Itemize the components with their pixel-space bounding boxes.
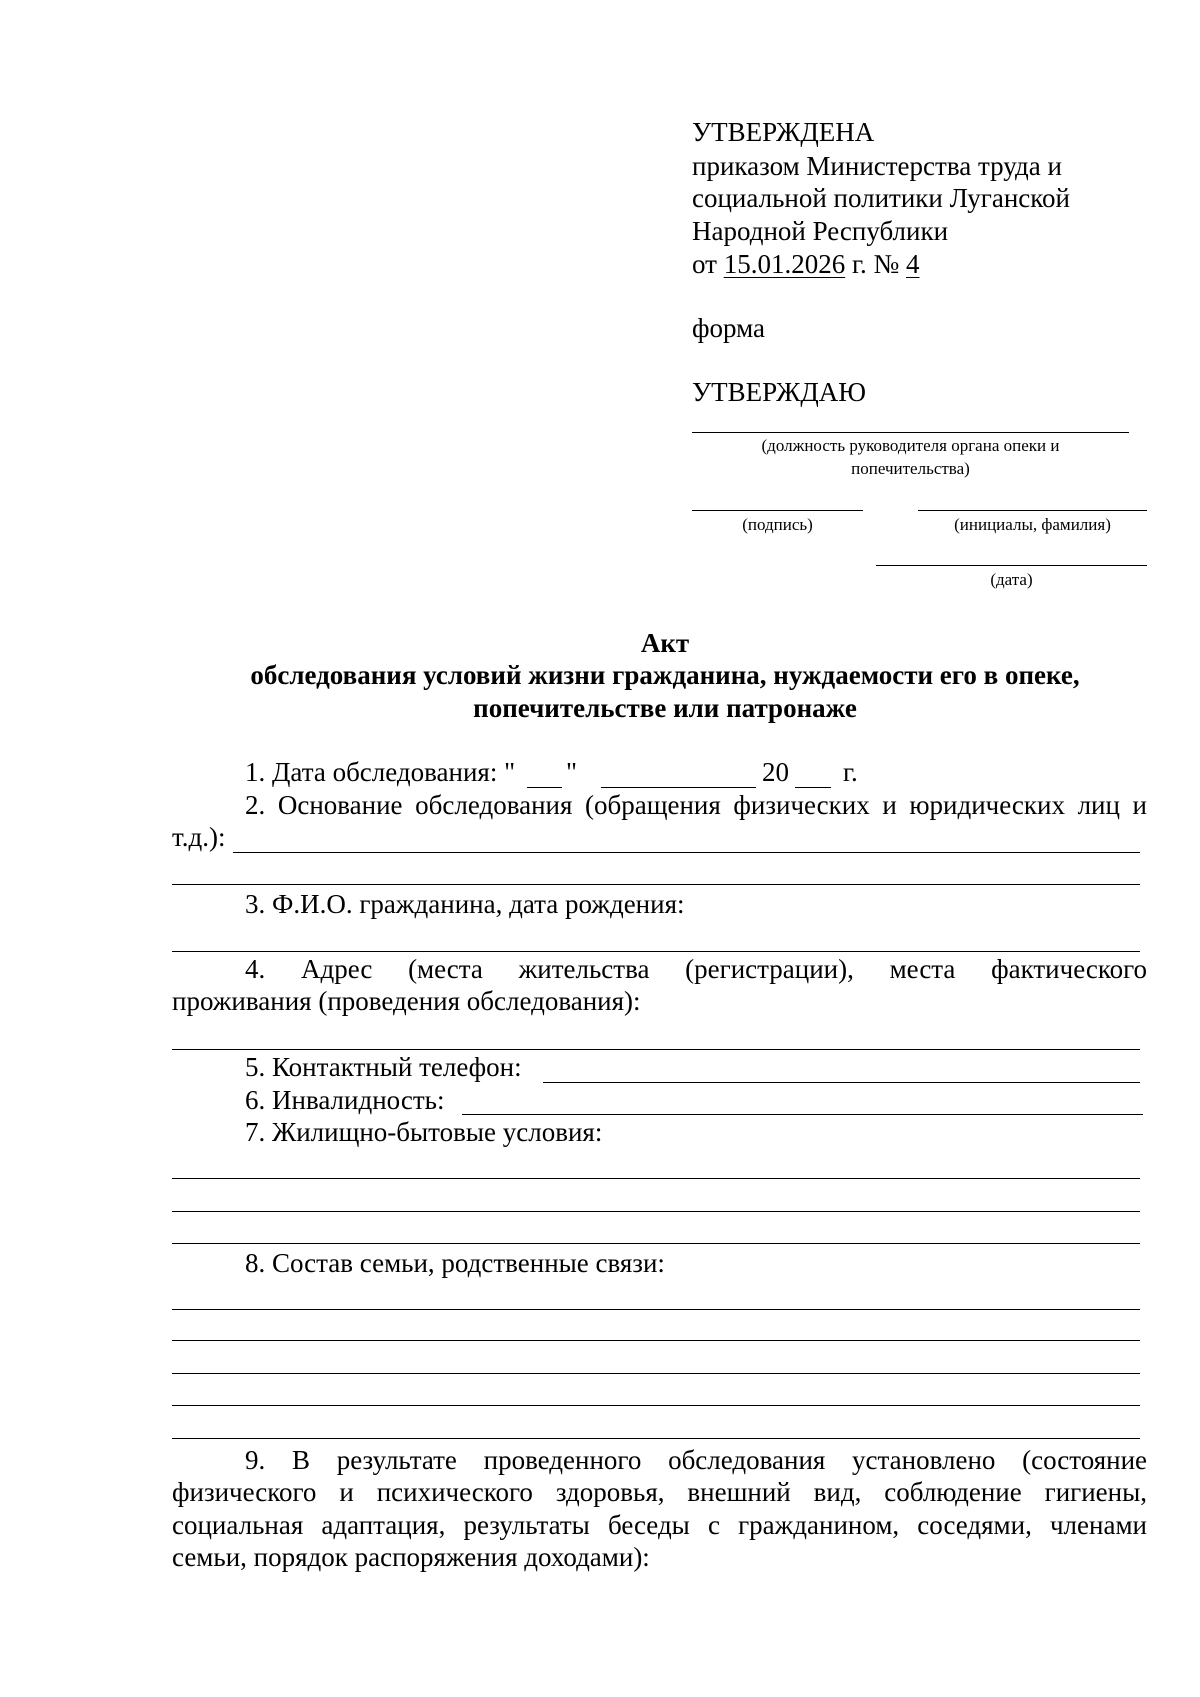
item-9-line-2: физического и психического здоровья, внешний вид, соблюдение гигиены,	[172, 1477, 1147, 1507]
item-7-field-2[interactable]	[172, 1211, 1140, 1212]
phone-field[interactable]	[543, 1082, 1140, 1083]
approve-title: УТВЕРЖДАЮ	[692, 377, 867, 407]
year-field[interactable]	[795, 787, 831, 788]
signature-caption: (подпись)	[742, 515, 813, 534]
item-3: 3. Ф.И.О. гражданина, дата рождения:	[245, 889, 685, 919]
approval-number: 4	[906, 249, 920, 279]
item-2-field-2[interactable]	[172, 884, 1140, 885]
date-line	[876, 565, 1147, 566]
disability-field[interactable]	[462, 1114, 1143, 1115]
name-caption: (инициалы, фамилия)	[954, 515, 1111, 534]
position-caption-1: (должность руководителя органа опеки и	[761, 436, 1060, 455]
name-line	[918, 510, 1147, 511]
item-5: 5. Контактный телефон:	[245, 1052, 522, 1082]
item-1-year: 20	[762, 757, 789, 787]
item-6: 6. Инвалидность:	[245, 1085, 445, 1115]
month-field[interactable]	[601, 787, 756, 788]
approval-title: УТВЕРЖДЕНА	[692, 117, 875, 147]
day-field[interactable]	[527, 787, 562, 788]
item-7-field-3[interactable]	[172, 1243, 1140, 1244]
approval-date-line	[692, 248, 920, 280]
signature-line	[692, 510, 863, 511]
item-4-line-1: 4. Адрес (места жительства (регистрации), места фактического	[245, 954, 1147, 984]
item-9-line-1: 9. В результате проведенного обследования установлено (состояние	[245, 1445, 1147, 1475]
approval-date: 15.01.2026	[723, 249, 846, 279]
approval-line-2: социальной политики Луганской	[692, 183, 1070, 213]
date-caption: (дата)	[990, 570, 1033, 589]
item-8-field-4[interactable]	[172, 1405, 1140, 1406]
form-label: форма	[692, 313, 765, 343]
item-4-field[interactable]	[172, 1049, 1140, 1050]
date-suffix: г. №	[851, 249, 900, 279]
approval-line-3: Народной Республики	[692, 216, 949, 246]
approval-line-1: приказом Министерства труда и	[692, 151, 1062, 181]
item-1-quote: "	[566, 757, 578, 787]
item-2-field-1[interactable]	[233, 852, 1140, 853]
doc-title: Акт	[640, 628, 690, 658]
item-1-suffix: г.	[843, 757, 858, 787]
position-caption-2: попечительства)	[851, 459, 970, 478]
item-8-field-2[interactable]	[172, 1340, 1140, 1341]
item-7: 7. Жилищно-бытовые условия:	[245, 1117, 603, 1147]
item-3-field[interactable]	[172, 951, 1140, 952]
item-8-field-1[interactable]	[172, 1309, 1140, 1310]
doc-subtitle-1: обследования условий жизни гражданина, нуждаемости его в опеке,	[250, 660, 1080, 690]
item-4-line-2: проживания (проведения обследования):	[172, 986, 641, 1016]
item-9-line-4: семьи, порядок распоряжения доходами):	[172, 1542, 650, 1572]
item-8: 8. Состав семьи, родственные связи:	[245, 1248, 665, 1278]
date-prefix: от	[692, 249, 717, 279]
doc-subtitle-2: попечительстве или патронаже	[473, 693, 857, 723]
item-9-line-3: социальная адаптация, результаты беседы с гражданином, соседями, членами	[172, 1510, 1147, 1540]
item-7-field-1[interactable]	[172, 1178, 1140, 1179]
item-1	[245, 756, 515, 788]
item-2-line-1: 2. Основание обследования (обращения физических и юридических лиц и	[245, 790, 1147, 820]
item-1-label: 1. Дата обследования: "	[245, 757, 516, 787]
item-2-line-2: т.д.):	[172, 822, 226, 852]
position-signature-line	[692, 432, 1129, 433]
item-8-field-5[interactable]	[172, 1438, 1140, 1439]
item-8-field-3[interactable]	[172, 1373, 1140, 1374]
